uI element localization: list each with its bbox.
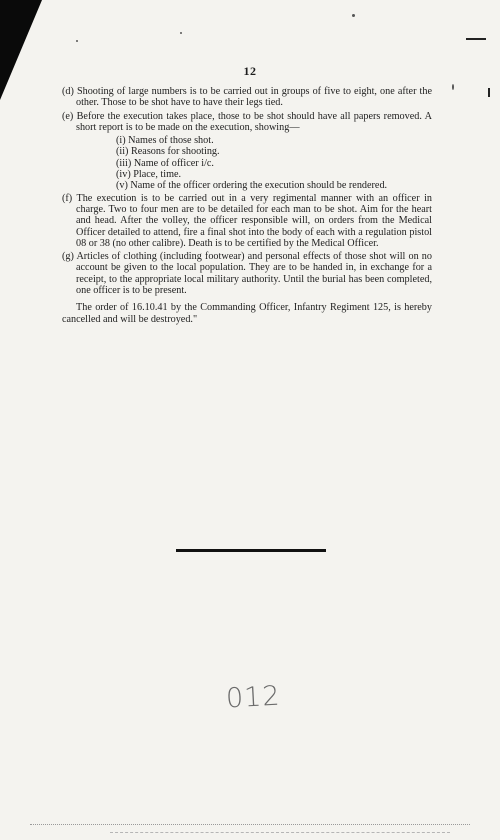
item-d: (d) Shooting of large numbers is to be carried out in groups of five to eight, one after the other. Those to be shot have to have their legs tied.	[62, 86, 432, 109]
scan-bottom-noise	[110, 832, 450, 834]
page-number: 12	[243, 64, 257, 78]
item-e: (e) Before the execution takes place, those to be shot should have all papers removed. A short report is to be made on the execution, showing—	[62, 110, 432, 133]
report-points-list	[62, 135, 432, 191]
report-point: (i) Names of those shot.	[116, 135, 214, 147]
horizontal-rule	[176, 549, 326, 552]
document-body	[62, 86, 432, 325]
report-point: (iv) Place, time.	[116, 169, 182, 181]
scan-speck	[452, 84, 454, 90]
report-point: (v) Name of the officer ordering the execution should be rendered.	[116, 180, 388, 192]
scan-speck	[76, 40, 78, 42]
scan-speck	[352, 14, 355, 17]
report-point: (ii) Reasons for shooting.	[116, 146, 220, 158]
scan-edge-mark	[488, 88, 490, 97]
scan-shadow-corner	[0, 0, 42, 100]
item-f: (f) The execution is to be carried out in a very regimental manner with an officer in charge. Two to four men are to be detailed for each man to be shot. Aim for the heart and head. After the volley, the officer responsible will, on orders from the Medical Officer detailed to attend, fire a final shot into the body of each with a regulation pistol 08 or 38 (no other calibre). Death is to be certified by the Medical Officer.	[62, 192, 432, 249]
closing-paragraph: The order of 16.10.41 by the Commanding Officer, Infantry Regiment 125, is hereby cancelled and will be destroyed."	[62, 302, 432, 325]
report-point: (iii) Name of officer i/c.	[116, 157, 214, 169]
item-g: (g) Articles of clothing (including footwear) and personal effects of those shot will on no account be given to the local population. They are to be handed in, in exchange for a receipt, to the appropriate local military authority. Until the burial has been completed, one officer is to be present.	[62, 251, 432, 297]
handwritten-page-mark: 012	[225, 680, 282, 715]
scan-speck	[180, 32, 182, 34]
scan-edge-mark	[466, 38, 486, 40]
scan-bottom-noise	[30, 824, 470, 826]
